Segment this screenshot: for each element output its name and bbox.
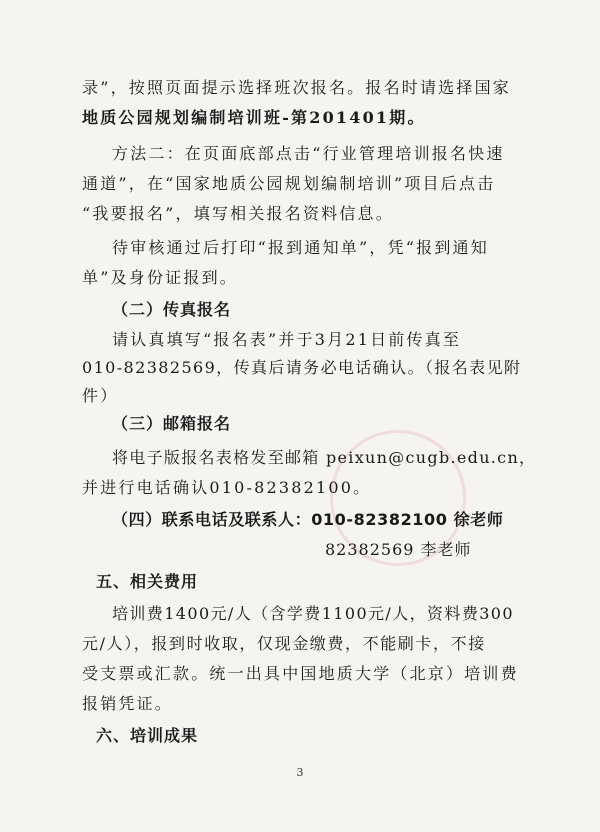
paragraph-line: 报销凭证。 [82,694,174,713]
paragraph-line: 件） [82,386,119,405]
paragraph-line: 方法二：在页面底部点击“行业管理培训报名快速 [112,144,505,163]
paragraph-line: 通道”，在“国家地质公园规划编制培训”项目后点击 [82,174,496,193]
paragraph-line: 元/人），报到时收取，仅现金缴费，不能刷卡，不接 [82,634,486,653]
paragraph-line: 受支票或汇款。统一出具中国地质大学（北京）培训费 [82,664,519,683]
page-number: 3 [296,766,304,779]
contact-line: （四）联系电话及联系人：010-82382100 徐老师 [112,510,504,529]
paragraph-line: 并进行电话确认010-82382100。 [82,478,372,497]
paragraph-line: 地质公园规划编制培训班-第201401期。 [82,108,426,127]
paragraph-line: 请认真填写“报名表”并于3月21日前传真至 [112,330,462,349]
section-heading: 六、培训成果 [96,726,199,745]
contact-line: 82382569 李老师 [325,540,472,559]
paragraph-line: 单”及身份证报到。 [82,268,238,287]
section-heading: （二）传真报名 [112,300,232,319]
paragraph-line: 将电子版报名表格发至邮箱 peixun@cugb.edu.cn， [112,448,537,467]
paragraph-line: 010-82382569，传真后请务必电话确认。（报名表见附 [82,358,522,377]
section-heading: （三）邮箱报名 [112,414,232,433]
paragraph-line: “我要报名”，填写相关报名资料信息。 [82,204,394,223]
section-heading: 五、相关费用 [96,572,199,591]
paragraph-line: 待审核通过后打印“报到通知单”，凭“报到通知 [112,238,489,257]
paragraph-line: 培训费1400元/人（含学费1100元/人，资料费300 [112,604,514,623]
paragraph-line: 录”，按照页面提示选择班次报名。报名时请选择国家 [82,78,511,97]
